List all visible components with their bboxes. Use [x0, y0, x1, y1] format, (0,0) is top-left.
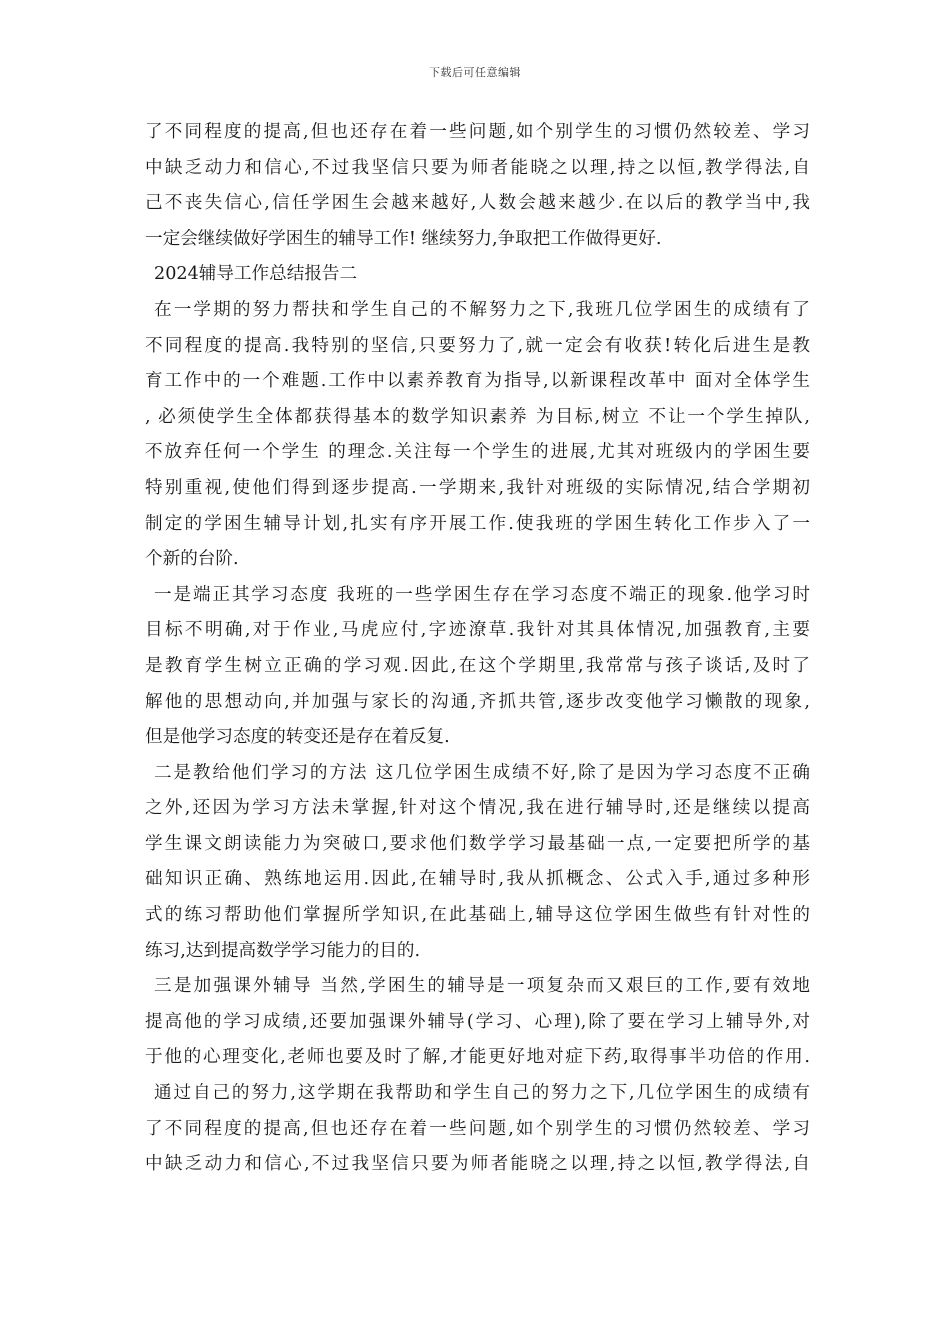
text-line: 了不同程度的提高,但也还存在着一些问题,如个别学生的习惯仍然较差、学习	[145, 122, 810, 142]
text-line: 一定会继续做好学困生的辅导工作! 继续努力,争取把工作做得更好.	[145, 228, 662, 249]
page-header: 下载后可任意编辑	[429, 66, 521, 79]
text-line: 制定的学困生辅导计划,扎实有序开展工作.使我班的学困生转化工作步入了一	[145, 513, 810, 534]
text-line: 学生课文朗读能力为突破口,要求他们数学学习最基础一点,一定要把所学的基	[145, 833, 810, 854]
text-line: 提高他的学习成绩,还要加强课外辅导(学习、心理),除了要在学习上辅导外,对	[145, 1011, 810, 1032]
text-line: 中缺乏动力和信心,不过我坚信只要为师者能晓之以理,持之以恒,教学得法,自	[145, 157, 810, 178]
text-line: 练习,达到提高数学学习能力的目的.	[145, 940, 421, 961]
text-line: 个新的台阶.	[145, 549, 239, 570]
section-heading: 2024辅导工作总结报告二	[154, 264, 358, 285]
text-line: 了不同程度的提高,但也还存在着一些问题,如个别学生的习惯仍然较差、学习	[145, 1118, 810, 1139]
text-line: 但是他学习态度的转变还是存在着反复.	[145, 727, 450, 748]
text-line: 一是端正其学习态度 我班的一些学困生存在学习态度不端正的现象.他学习时	[154, 584, 810, 605]
text-line: 中缺乏动力和信心,不过我坚信只要为师者能晓之以理,持之以恒,教学得法,自	[145, 1154, 810, 1175]
document-body	[145, 115, 810, 1183]
text-line: 育工作中的一个难题.工作中以素养教育为指导,以新课程改革中 面对全体学生	[145, 371, 810, 392]
text-line: 通过自己的努力,这学期在我帮助和学生自己的努力之下,几位学困生的成绩有	[154, 1083, 810, 1104]
text-line: 之外,还因为学习方法未掌握,针对这个情况,我在进行辅导时,还是继续以提高	[145, 798, 810, 819]
text-line: 础知识正确、熟练地运用.因此,在辅导时,我从抓概念、公式入手,通过多种形	[145, 869, 810, 890]
text-line: 目标不明确,对于作业,马虎应付,字迹潦草.我针对其具体情况,加强教育,主要	[145, 620, 810, 641]
text-line: 解他的思想动向,并加强与家长的沟通,齐抓共管,逐步改变他学习懒散的现象,	[145, 691, 810, 712]
text-line: 二是教给他们学习的方法 这几位学困生成绩不好,除了是因为学习态度不正确	[154, 762, 810, 783]
text-line: 在一学期的努力帮扶和学生自己的不解努力之下,我班几位学困生的成绩有了	[154, 299, 810, 320]
text-line: 于他的心理变化,老师也要及时了解,才能更好地对症下药,取得事半功倍的作用.	[145, 1047, 810, 1068]
text-line: , 必须使学生全体都获得基本的数学知识素养 为目标,树立 不让一个学生掉队,	[145, 406, 810, 427]
text-line: 不放弃任何一个学生 的理念.关注每一个学生的进展,尤其对班级内的学困生要	[145, 442, 810, 463]
text-line: 特别重视,使他们得到逐步提高.一学期来,我针对班级的实际情况,结合学期初	[145, 477, 810, 498]
text-line: 不同程度的提高.我特别的坚信,只要努力了,就一定会有收获!转化后进生是教	[145, 335, 810, 356]
text-line: 是教育学生树立正确的学习观.因此,在这个学期里,我常常与孩子谈话,及时了	[145, 655, 810, 676]
text-line: 式的练习帮助他们掌握所学知识,在此基础上,辅导这位学困生做些有针对性的	[145, 905, 810, 926]
text-line: 三是加强课外辅导 当然,学困生的辅导是一项复杂而又艰巨的工作,要有效地	[154, 976, 810, 997]
text-line: 己不丧失信心,信任学困生会越来越好,人数会越来越少.在以后的教学当中,我	[145, 193, 810, 214]
